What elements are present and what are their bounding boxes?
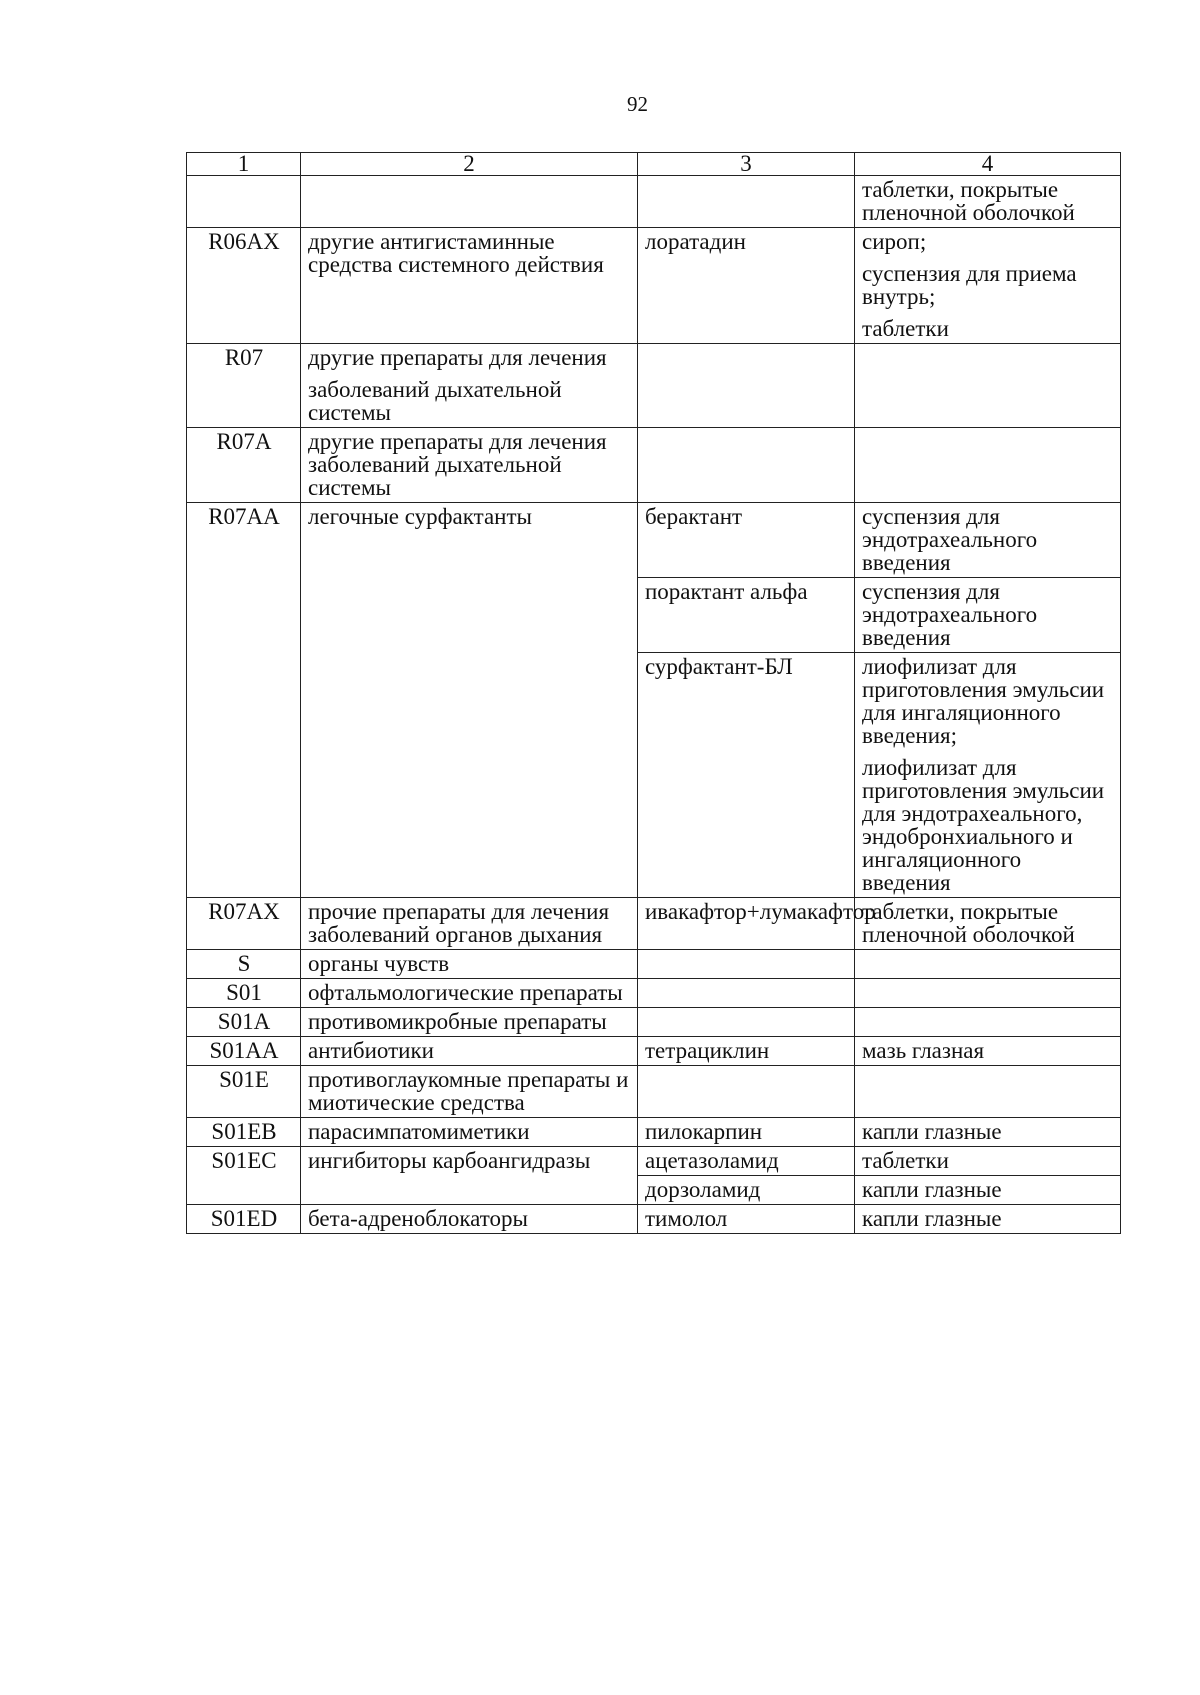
atc-code-cell: S01E (187, 1066, 301, 1118)
header-cell-1: 1 (187, 153, 301, 176)
drug-name-cell (638, 950, 855, 979)
atc-code-cell: R07AA (187, 503, 301, 898)
group-name-cell (301, 1066, 638, 1118)
drug-name-cell: пилокарпин (638, 1118, 855, 1147)
dosage-form-cell (855, 898, 1121, 950)
atc-code-cell: S01A (187, 1008, 301, 1037)
drug-name-cell: дорзоламид (638, 1176, 855, 1205)
group-name-cell (301, 503, 638, 898)
group-name-cell (301, 898, 638, 950)
table-row (187, 344, 1121, 428)
dosage-form-cell (855, 653, 1121, 898)
dosage-form-cell (855, 1176, 1121, 1205)
group-name-line: бета-адреноблокаторы (308, 1206, 528, 1231)
group-name-line: противоглаукомные препараты и миотические средства (308, 1067, 629, 1115)
table-row (187, 898, 1121, 950)
group-name-cell (301, 1118, 638, 1147)
table-row (187, 979, 1121, 1008)
dosage-form-line: капли глазные (862, 1119, 1002, 1144)
group-name-line: противомикробные препараты (308, 1009, 607, 1034)
page-number: 92 (627, 92, 648, 116)
atc-code-cell: S01 (187, 979, 301, 1008)
dosage-form-cell (855, 1205, 1121, 1234)
group-name-cell (301, 979, 638, 1008)
atc-code-cell: S01ED (187, 1205, 301, 1234)
dosage-form-cell (855, 176, 1121, 228)
atc-code-cell: S (187, 950, 301, 979)
atc-code-cell: S01EC (187, 1147, 301, 1205)
group-name-line: антибиотики (308, 1038, 434, 1063)
header-cell-3: 3 (638, 153, 855, 176)
group-name-line: парасимпатомиметики (308, 1119, 530, 1144)
table-row (187, 950, 1121, 979)
header-cell-4: 4 (855, 153, 1121, 176)
group-name-cell (301, 1008, 638, 1037)
dosage-form-line: мазь глазная (862, 1038, 985, 1063)
dosage-form-line: таблетки, покрытые пленочной оболочкой (862, 899, 1075, 947)
atc-code-cell: R07 (187, 344, 301, 428)
atc-code-cell: R07AX (187, 898, 301, 950)
dosage-form-cell (855, 344, 1121, 428)
table-row (187, 1147, 1121, 1176)
drug-name-cell: порактант альфа (638, 578, 855, 653)
table-row (187, 1118, 1121, 1147)
table-row (187, 176, 1121, 228)
drug-name-cell (638, 428, 855, 503)
group-name-line: другие препараты для лечения (308, 345, 607, 370)
atc-code-cell: R07A (187, 428, 301, 503)
table-row (187, 1205, 1121, 1234)
group-name-cell (301, 1037, 638, 1066)
group-name-line: другие препараты для лечения заболеваний дыхательной системы (308, 429, 607, 500)
drug-name-cell: тимолол (638, 1205, 855, 1234)
group-name-cell (301, 950, 638, 979)
group-name-cell (301, 176, 638, 228)
drug-name-cell: сурфактант-БЛ (638, 653, 855, 898)
dosage-form-cell (855, 228, 1121, 344)
dosage-form-line: лиофилизат для приготовления эмульсии для эндотрахеального, эндобронхиального и ингаляционного введения (862, 755, 1105, 895)
drug-name-cell: лоратадин (638, 228, 855, 344)
drug-table (186, 152, 1121, 1234)
group-name-cell (301, 1147, 638, 1205)
group-name-line: ингибиторы карбоангидразы (308, 1148, 591, 1173)
dosage-form-line: капли глазные (862, 1177, 1002, 1202)
dosage-form-line: сироп; (862, 229, 927, 254)
dosage-form-cell (855, 1066, 1121, 1118)
atc-code-cell: S01EB (187, 1118, 301, 1147)
group-name-cell (301, 344, 638, 428)
dosage-form-cell (855, 428, 1121, 503)
group-name-cell (301, 1205, 638, 1234)
group-name-line: заболеваний дыхательной системы (308, 377, 562, 425)
dosage-form-line: таблетки, покрытые пленочной оболочкой (862, 177, 1075, 225)
atc-code-cell: S01AA (187, 1037, 301, 1066)
dosage-form-line: суспензия для эндотрахеального введения (862, 579, 1038, 650)
dosage-form-cell (855, 979, 1121, 1008)
dosage-form-cell (855, 1037, 1121, 1066)
dosage-form-cell (855, 1118, 1121, 1147)
dosage-form-cell (855, 578, 1121, 653)
table-row (187, 228, 1121, 344)
header-cell-2: 2 (301, 153, 638, 176)
drug-name-cell (638, 979, 855, 1008)
drug-name-cell (638, 176, 855, 228)
drug-name-cell: ивакафтор+лумакафтор (638, 898, 855, 950)
drug-name-cell: тетрациклин (638, 1037, 855, 1066)
group-name-cell (301, 228, 638, 344)
group-name-line: органы чувств (308, 951, 450, 976)
dosage-form-cell (855, 1008, 1121, 1037)
dosage-form-line: суспензия для приема внутрь; (862, 261, 1077, 309)
group-name-line: другие антигистаминные средства системного действия (308, 229, 604, 277)
group-name-line: легочные сурфактанты (308, 504, 532, 529)
dosage-form-line: таблетки (862, 316, 949, 341)
dosage-form-cell (855, 950, 1121, 979)
atc-code-cell: R06AX (187, 228, 301, 344)
dosage-form-line: лиофилизат для приготовления эмульсии для ингаляционного введения; (862, 654, 1105, 748)
group-name-cell (301, 428, 638, 503)
drug-name-cell (638, 344, 855, 428)
atc-code-cell (187, 176, 301, 228)
dosage-form-line: суспензия для эндотрахеального введения (862, 504, 1038, 575)
group-name-line: офтальмологические препараты (308, 980, 623, 1005)
drug-name-cell (638, 1066, 855, 1118)
table-row (187, 1037, 1121, 1066)
dosage-form-cell (855, 503, 1121, 578)
drug-name-cell (638, 1008, 855, 1037)
drug-name-cell: берактант (638, 503, 855, 578)
dosage-form-line: капли глазные (862, 1206, 1002, 1231)
group-name-line: прочие препараты для лечения заболеваний органов дыхания (308, 899, 610, 947)
table-row (187, 1066, 1121, 1118)
dosage-form-line: таблетки (862, 1148, 949, 1173)
drug-name-cell: ацетазоламид (638, 1147, 855, 1176)
header-row (187, 153, 1121, 176)
dosage-form-cell (855, 1147, 1121, 1176)
table-row (187, 1008, 1121, 1037)
table-row (187, 503, 1121, 578)
table-row (187, 428, 1121, 503)
